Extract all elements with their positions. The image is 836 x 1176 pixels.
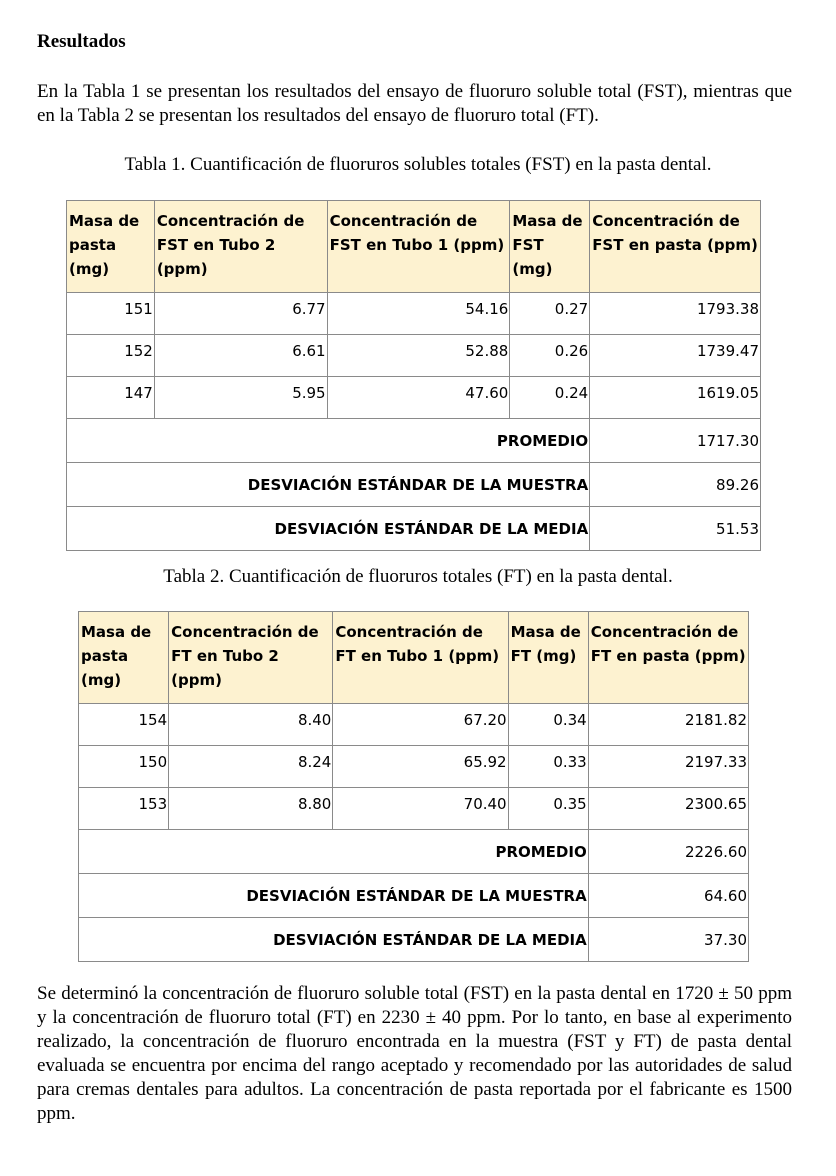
table-row xyxy=(79,746,749,788)
column-header: Concentración de FT en pasta (ppm) xyxy=(588,612,748,704)
table-header-row xyxy=(67,201,761,293)
column-header: Concentración de FT en Tubo 2 (ppm) xyxy=(169,612,333,704)
summary-row xyxy=(67,463,761,507)
table-cell: 153 xyxy=(79,788,169,830)
summary-label: PROMEDIO xyxy=(67,419,590,463)
summary-label: DESVIACIÓN ESTÁNDAR DE LA MEDIA xyxy=(79,918,589,962)
table-header-row xyxy=(79,612,749,704)
summary-label: DESVIACIÓN ESTÁNDAR DE LA MUESTRA xyxy=(67,463,590,507)
table-cell: 1619.05 xyxy=(590,377,761,419)
table-row xyxy=(67,293,761,335)
column-header: Masa de FST (mg) xyxy=(510,201,590,293)
table-cell: 0.24 xyxy=(510,377,590,419)
column-header: Masa de pasta (mg) xyxy=(67,201,155,293)
summary-label: DESVIACIÓN ESTÁNDAR DE LA MEDIA xyxy=(67,507,590,551)
table1-caption: Tabla 1. Cuantificación de fluoruros solubles totales (FST) en la pasta dental. xyxy=(124,154,712,175)
column-header: Concentración de FST en Tubo 1 (ppm) xyxy=(327,201,510,293)
table-cell: 0.34 xyxy=(508,704,588,746)
table-cell: 65.92 xyxy=(333,746,508,788)
table-cell: 152 xyxy=(67,335,155,377)
table-cell: 47.60 xyxy=(327,377,510,419)
summary-value: 1717.30 xyxy=(590,419,761,463)
summary-value: 64.60 xyxy=(588,874,748,918)
table1-fst xyxy=(66,200,761,551)
table-row xyxy=(79,788,749,830)
section-heading: Resultados xyxy=(37,31,126,52)
table-cell: 0.33 xyxy=(508,746,588,788)
table-cell: 52.88 xyxy=(327,335,510,377)
table-cell: 6.61 xyxy=(154,335,327,377)
table-cell: 0.35 xyxy=(508,788,588,830)
table-cell: 54.16 xyxy=(327,293,510,335)
table-cell: 0.26 xyxy=(510,335,590,377)
table-cell: 150 xyxy=(79,746,169,788)
column-header: Concentración de FST en Tubo 2 (ppm) xyxy=(154,201,327,293)
column-header: Masa de pasta (mg) xyxy=(79,612,169,704)
table-cell: 8.24 xyxy=(169,746,333,788)
table-cell: 67.20 xyxy=(333,704,508,746)
table-cell: 70.40 xyxy=(333,788,508,830)
table-row xyxy=(79,704,749,746)
table-cell: 154 xyxy=(79,704,169,746)
summary-row xyxy=(67,507,761,551)
table-row xyxy=(67,377,761,419)
table-cell: 6.77 xyxy=(154,293,327,335)
summary-row xyxy=(79,918,749,962)
table-cell: 1739.47 xyxy=(590,335,761,377)
table-row xyxy=(67,335,761,377)
summary-row xyxy=(67,419,761,463)
table-cell: 2197.33 xyxy=(588,746,748,788)
summary-label: PROMEDIO xyxy=(79,830,589,874)
table-cell: 5.95 xyxy=(154,377,327,419)
summary-value: 37.30 xyxy=(588,918,748,962)
table-cell: 147 xyxy=(67,377,155,419)
summary-row xyxy=(79,874,749,918)
table-cell: 151 xyxy=(67,293,155,335)
intro-paragraph: En la Tabla 1 se presentan los resultados del ensayo de fluoruro soluble total (FST), mientras que en la Tabla 2 se presentan los resultados del ensayo de fluoruro total (FT). xyxy=(37,81,792,126)
summary-value: 2226.60 xyxy=(588,830,748,874)
table-cell: 1793.38 xyxy=(590,293,761,335)
table-cell: 0.27 xyxy=(510,293,590,335)
table2-caption: Tabla 2. Cuantificación de fluoruros totales (FT) en la pasta dental. xyxy=(163,566,673,587)
table-cell: 2300.65 xyxy=(588,788,748,830)
conclusion-paragraph: Se determinó la concentración de fluoruro soluble total (FST) en la pasta dental en 1720 ± 50 ppm y la concentración de fluoruro total (FT) en 2230 ± 40 ppm. Por lo tanto, en base al experimento realizado, la concentración de fluoruro encontrada en la muestra (FST y FT) de pasta dental evaluada se encuentra por encima del rango aceptado y recomendado por las autoridades de salud para cremas dentales para adultos. La concentración de pasta reportada por el fabricante es 1500 ppm. xyxy=(37,983,792,1124)
table-cell: 8.80 xyxy=(169,788,333,830)
table2-ft xyxy=(78,611,749,962)
column-header: Masa de FT (mg) xyxy=(508,612,588,704)
summary-row xyxy=(79,830,749,874)
summary-label: DESVIACIÓN ESTÁNDAR DE LA MUESTRA xyxy=(79,874,589,918)
table-cell: 8.40 xyxy=(169,704,333,746)
summary-value: 51.53 xyxy=(590,507,761,551)
table-cell: 2181.82 xyxy=(588,704,748,746)
column-header: Concentración de FT en Tubo 1 (ppm) xyxy=(333,612,508,704)
summary-value: 89.26 xyxy=(590,463,761,507)
column-header: Concentración de FST en pasta (ppm) xyxy=(590,201,761,293)
